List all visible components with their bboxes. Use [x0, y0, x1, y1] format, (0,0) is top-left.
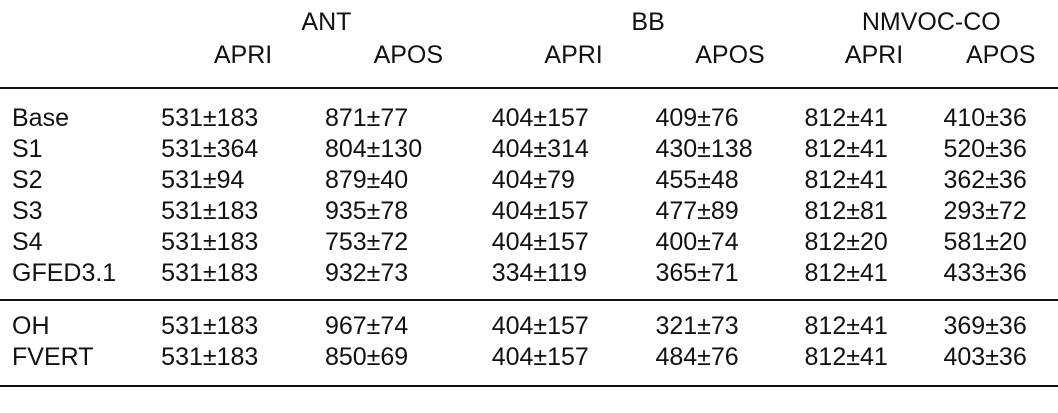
cell-value: 293±72: [943, 197, 1027, 225]
cell-value: 404±157: [491, 197, 589, 225]
cell-value: 455±48: [655, 166, 739, 194]
corner-blank: [0, 4, 161, 40]
row-label: FVERT: [0, 342, 161, 386]
cell-value: 804±130: [324, 135, 423, 163]
cell-value: 403±36: [944, 342, 1058, 386]
cell-value: 967±74: [325, 300, 492, 342]
cell-value: 812±81: [804, 197, 888, 225]
row-label: S4: [12, 228, 43, 256]
cell-value: 531±364: [161, 135, 259, 163]
cell-value: 531±183: [161, 259, 259, 287]
extra-rows: [0, 300, 1058, 386]
cell-value: 581±20: [943, 228, 1027, 256]
cell-value: 932±73: [324, 259, 409, 287]
group-header-ant: ANT: [301, 7, 352, 36]
cell-value: 935±78: [324, 197, 409, 225]
cell-value: 520±36: [943, 135, 1027, 163]
cell-value: 531±183: [161, 104, 259, 132]
cell-value: 404±157: [491, 228, 589, 256]
cell-value: 531±183: [161, 300, 325, 342]
cell-value: 404±157: [492, 342, 656, 386]
cell-value: 812±41: [804, 166, 888, 194]
cell-value: 433±36: [943, 259, 1027, 287]
row-label: S1: [12, 135, 43, 163]
cell-value: 812±20: [804, 228, 888, 256]
cell-value: 404±314: [491, 135, 589, 163]
cell-value: 879±40: [324, 166, 409, 194]
subheader-nmvoc-apri: APRI: [805, 40, 944, 88]
cell-value: 362±36: [943, 166, 1027, 194]
row-label: OH: [0, 300, 161, 342]
cell-value: 400±74: [655, 228, 739, 256]
table-row: [0, 134, 1058, 165]
cell-value: 365±71: [655, 259, 739, 287]
row-label: Base: [12, 104, 69, 132]
subheader-ant-apos: APOS: [325, 40, 492, 88]
group-header-bb: BB: [631, 7, 665, 36]
cell-value: 531±183: [161, 342, 325, 386]
cell-value: 531±183: [161, 228, 259, 256]
corner-blank-2: [0, 40, 161, 88]
cell-value: 871±77: [324, 104, 409, 132]
table-row: [0, 196, 1058, 227]
cell-value: 812±41: [804, 104, 888, 132]
subheader-row: [0, 40, 1058, 88]
table-row: [0, 300, 1058, 342]
cell-value: 753±72: [324, 228, 409, 256]
table-row: [0, 258, 1058, 300]
table-row: [0, 165, 1058, 196]
group-header-nmvoc-co: NMVOC-CO: [861, 7, 1001, 36]
table-row: [0, 342, 1058, 386]
cell-value: 531±94: [161, 166, 245, 194]
cell-value: 430±138: [655, 135, 753, 163]
cell-value: 477±89: [655, 197, 739, 225]
group-header-row: [0, 4, 1058, 40]
table-row: [0, 227, 1058, 258]
cell-value: 404±157: [491, 104, 589, 132]
row-label: S3: [12, 197, 43, 225]
cell-value: 404±79: [491, 166, 575, 194]
cell-value: 369±36: [944, 300, 1058, 342]
cell-value: 334±119: [491, 259, 587, 287]
cell-value: 812±41: [805, 300, 944, 342]
subheader-ant-apri: APRI: [161, 40, 325, 88]
subheader-bb-apri: APRI: [492, 40, 656, 88]
table-row: [0, 88, 1058, 134]
cell-value: 531±183: [161, 197, 259, 225]
cell-value: 812±41: [804, 135, 888, 163]
cell-value: 484±76: [655, 342, 804, 386]
main-rows: [0, 88, 1058, 300]
cell-value: 409±76: [655, 104, 739, 132]
row-label: GFED3.1: [12, 259, 117, 287]
cell-value: 812±41: [804, 259, 888, 287]
row-label: S2: [12, 166, 43, 194]
cell-value: 812±41: [805, 342, 944, 386]
cell-value: 321±73: [655, 300, 804, 342]
subheader-nmvoc-apos: APOS: [944, 40, 1058, 88]
results-table: [0, 4, 1058, 387]
subheader-bb-apos: APOS: [655, 40, 804, 88]
cell-value: 404±157: [492, 300, 656, 342]
cell-value: 850±69: [325, 342, 492, 386]
cell-value: 410±36: [943, 104, 1027, 132]
